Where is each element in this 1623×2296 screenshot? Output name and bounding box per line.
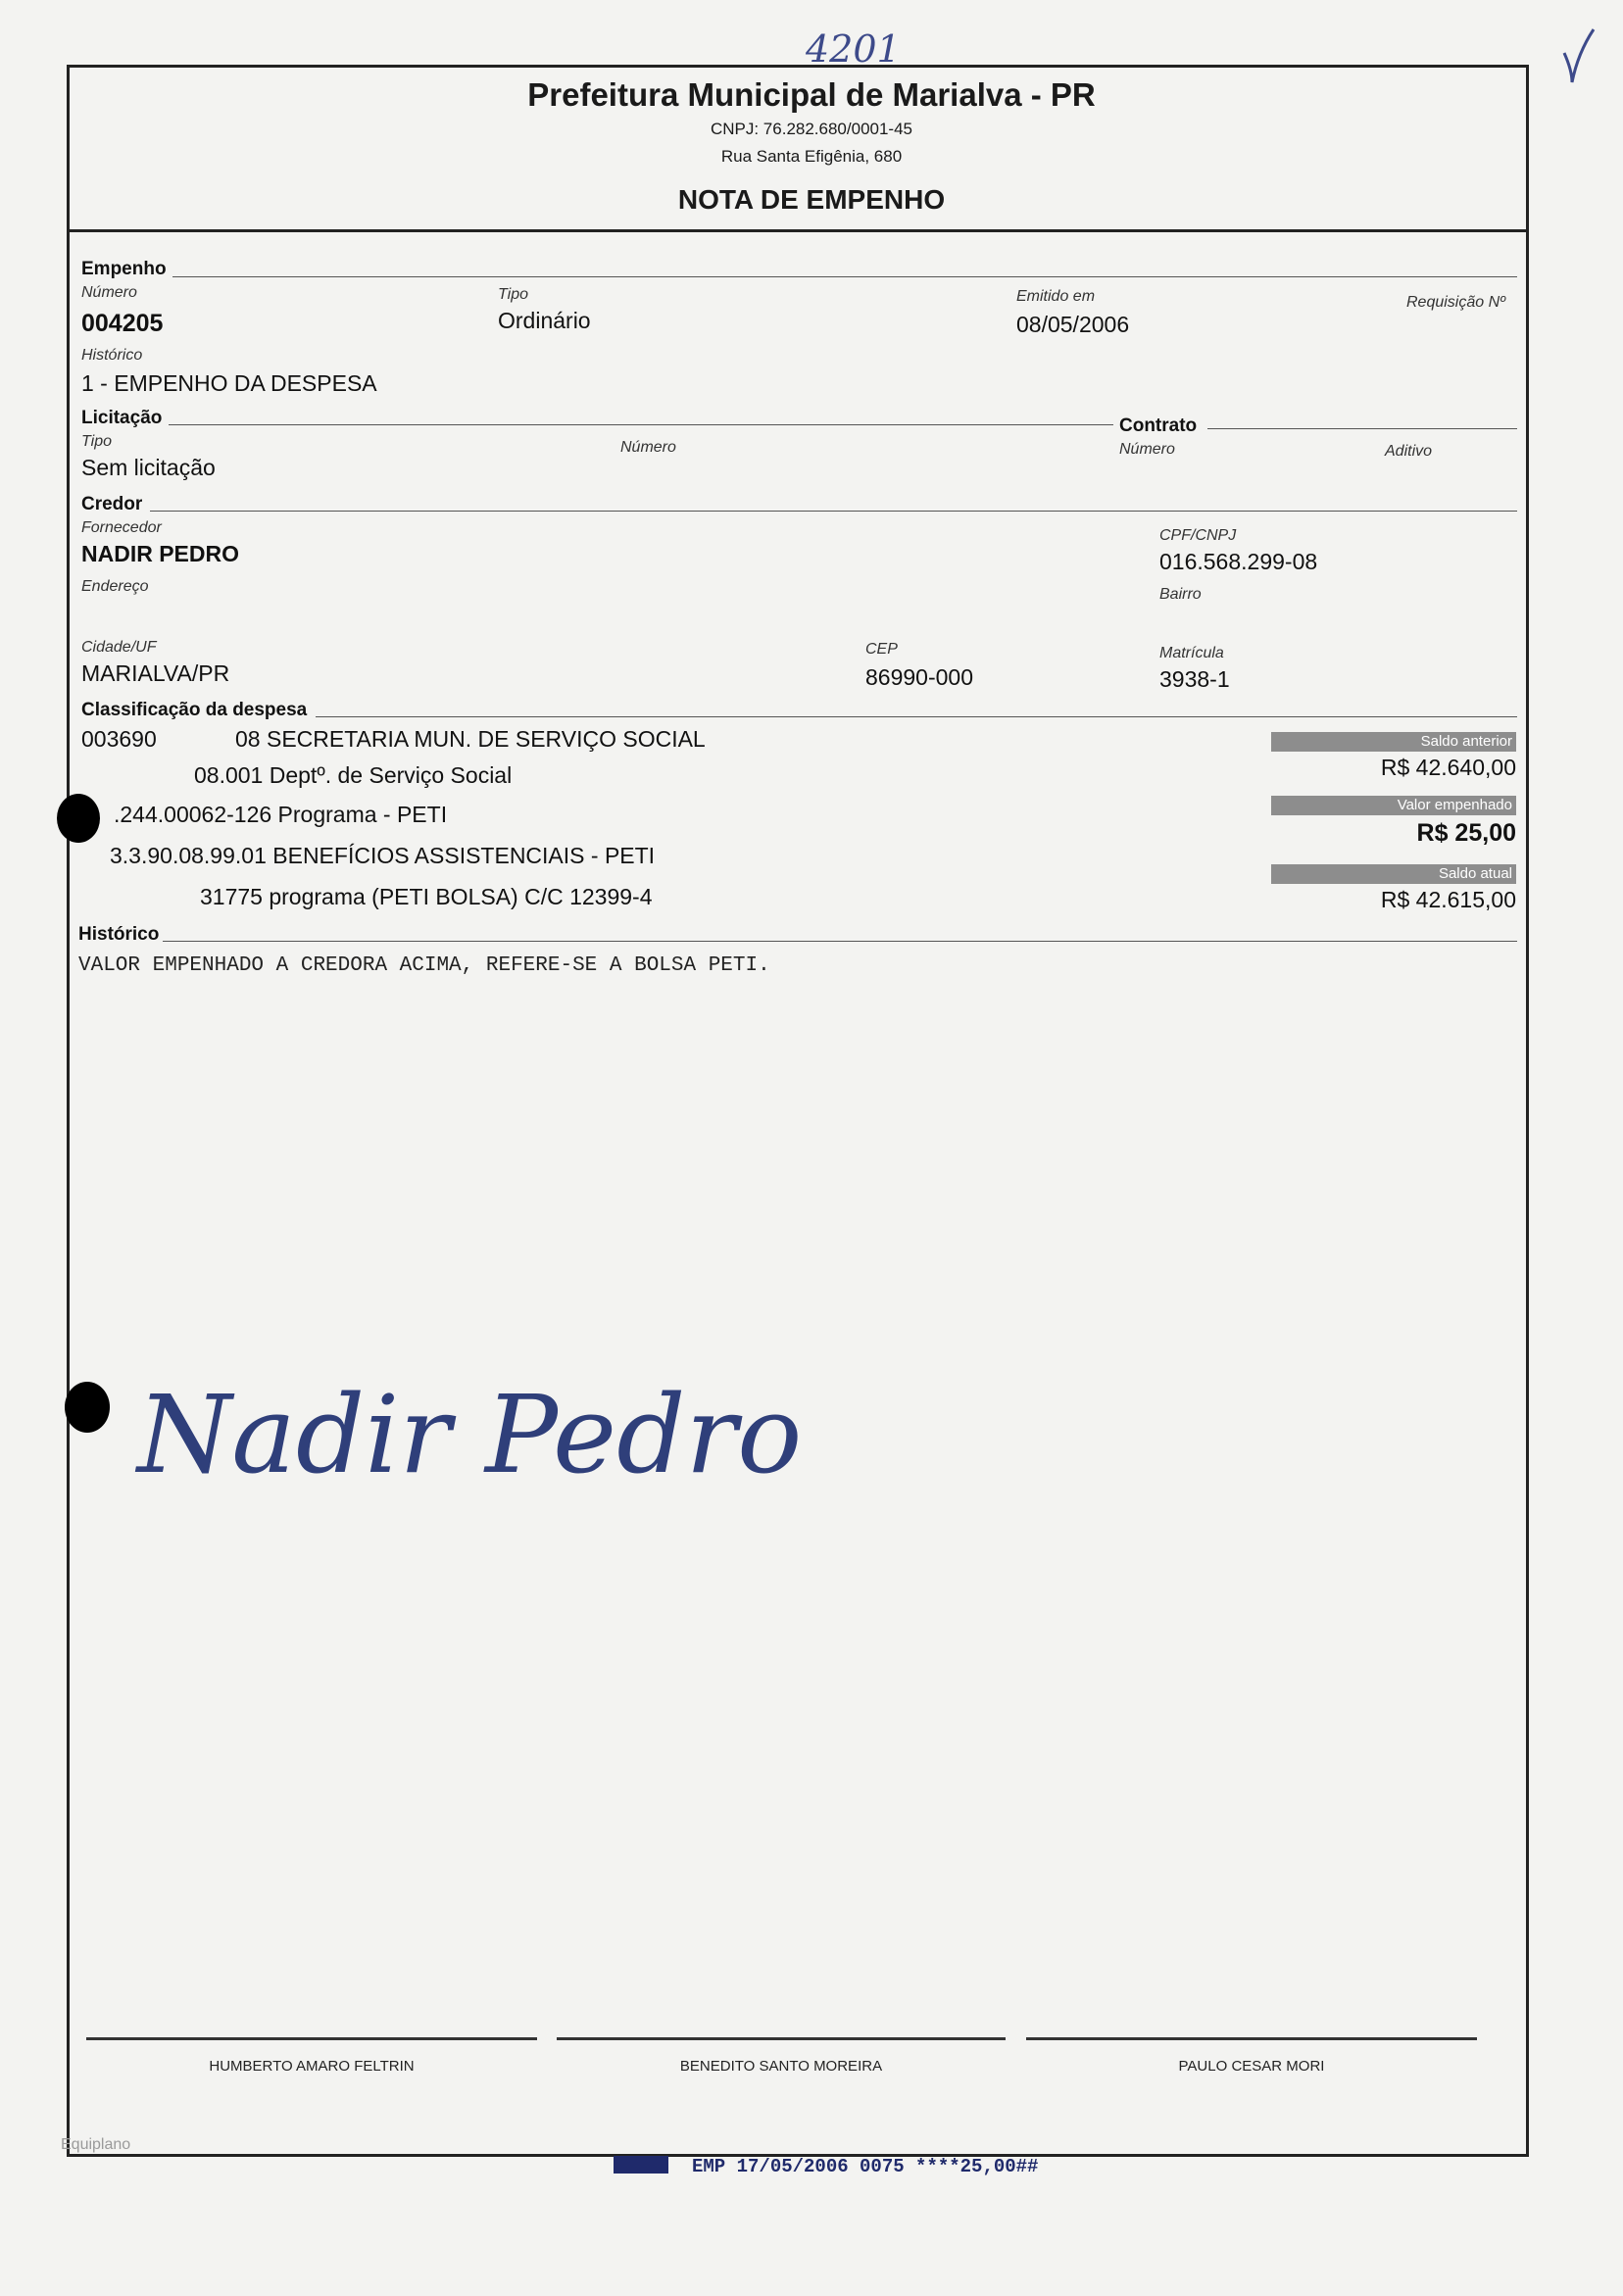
handwritten-number: 4201 — [806, 27, 901, 71]
historico-label: Histórico — [81, 347, 143, 364]
contrato-numero-label: Número — [1119, 441, 1175, 458]
cep-label: CEP — [865, 641, 898, 658]
saldo-atual-bar — [1271, 864, 1516, 884]
empenho-historico: 1 - EMPENHO DA DESPESA — [81, 370, 377, 396]
signatory-name: HUMBERTO AMARO FELTRIN — [209, 2058, 415, 2075]
brand-footer: Equiplano — [61, 2136, 131, 2153]
section-divider — [316, 716, 1517, 717]
numero-label: Número — [81, 284, 137, 301]
matricula-value: 3938-1 — [1159, 666, 1230, 692]
bairro-label: Bairro — [1159, 586, 1202, 603]
licitacao-tipo: Sem licitação — [81, 455, 216, 480]
classificacao-code: 003690 — [81, 726, 157, 752]
document-title: NOTA DE EMPENHO — [677, 184, 946, 215]
section-divider — [172, 276, 1517, 277]
cpf-value: 016.568.299-08 — [1159, 549, 1318, 574]
licitacao-tipo-label: Tipo — [81, 433, 112, 450]
section-divider — [163, 941, 1517, 942]
section-divider — [150, 511, 1517, 512]
signature-line — [86, 2037, 537, 2040]
empenho-number: 004205 — [81, 310, 164, 337]
saldo-atual-label: Saldo atual — [1438, 865, 1512, 882]
address-text: Rua Santa Efigênia, 680 — [720, 147, 903, 166]
classificacao-line: 3.3.90.08.99.01 BENEFÍCIOS ASSISTENCIAIS - PETI — [110, 843, 656, 868]
historico-text: VALOR EMPENHADO A CREDORA ACIMA, REFERE-SE A BOLSA PETI. — [78, 954, 770, 977]
signatory-name: PAULO CESAR MORI — [1178, 2058, 1325, 2075]
endereco-label: Endereço — [81, 578, 149, 595]
punch-hole-mark — [57, 794, 100, 843]
empenho-tipo: Ordinário — [498, 308, 591, 333]
section-divider — [169, 424, 1113, 425]
saldo-atual-value: R$ 42.615,00 — [1380, 887, 1516, 912]
section-historico: Histórico — [78, 924, 160, 945]
cidade-label: Cidade/UF — [81, 639, 157, 656]
cnpj-text: CNPJ: 76.282.680/0001-45 — [710, 120, 913, 138]
classificacao-line: 08 SECRETARIA MUN. DE SERVIÇO SOCIAL — [235, 726, 706, 752]
emitido-label: Emitido em — [1016, 288, 1096, 305]
matricula-label: Matrícula — [1159, 645, 1224, 661]
tipo-label: Tipo — [498, 286, 528, 303]
signatory-name: BENEDITO SANTO MOREIRA — [679, 2058, 883, 2075]
section-credor: Credor — [81, 494, 143, 514]
classificacao-line: .244.00062-126 Programa - PETI — [114, 802, 448, 827]
section-licitacao: Licitação — [81, 408, 163, 428]
signature-line — [557, 2037, 1006, 2040]
saldo-anterior-label: Saldo anterior — [1420, 733, 1512, 750]
cpf-label: CPF/CNPJ — [1159, 527, 1237, 544]
handwritten-signature: Nadir Pedro — [137, 1372, 803, 1497]
section-empenho: Empenho — [81, 259, 167, 279]
saldo-anterior-value: R$ 42.640,00 — [1380, 755, 1516, 780]
punch-hole-mark — [65, 1382, 110, 1433]
saldo-anterior-bar — [1271, 732, 1516, 752]
header-divider — [67, 229, 1529, 232]
requisicao-label: Requisição Nº — [1406, 294, 1505, 311]
cidade-value: MARIALVA/PR — [81, 660, 230, 686]
cep-value: 86990-000 — [865, 664, 973, 690]
cash-register-stamp: EMP 17/05/2006 0075 ****25,00## — [692, 2156, 1039, 2177]
section-contrato: Contrato — [1119, 415, 1198, 436]
emitido-date: 08/05/2006 — [1016, 312, 1130, 337]
valor-empenhado-value: R$ 25,00 — [1416, 819, 1516, 847]
valor-empenhado-label: Valor empenhado — [1397, 797, 1512, 813]
stamp-logo — [614, 2156, 668, 2174]
licitacao-numero-label: Número — [620, 439, 676, 456]
fornecedor-name: NADIR PEDRO — [81, 541, 240, 566]
classificacao-line: 08.001 Deptº. de Serviço Social — [194, 762, 513, 788]
signature-line — [1026, 2037, 1477, 2040]
contrato-aditivo-label: Aditivo — [1385, 443, 1433, 460]
section-classificacao: Classificação da despesa — [81, 700, 308, 720]
classificacao-line: 31775 programa (PETI BOLSA) C/C 12399-4 — [200, 884, 653, 909]
section-divider — [1207, 428, 1517, 429]
fornecedor-label: Fornecedor — [81, 519, 162, 536]
valor-empenhado-bar — [1271, 796, 1516, 815]
page-title: Prefeitura Municipal de Marialva - PR — [527, 76, 1096, 113]
